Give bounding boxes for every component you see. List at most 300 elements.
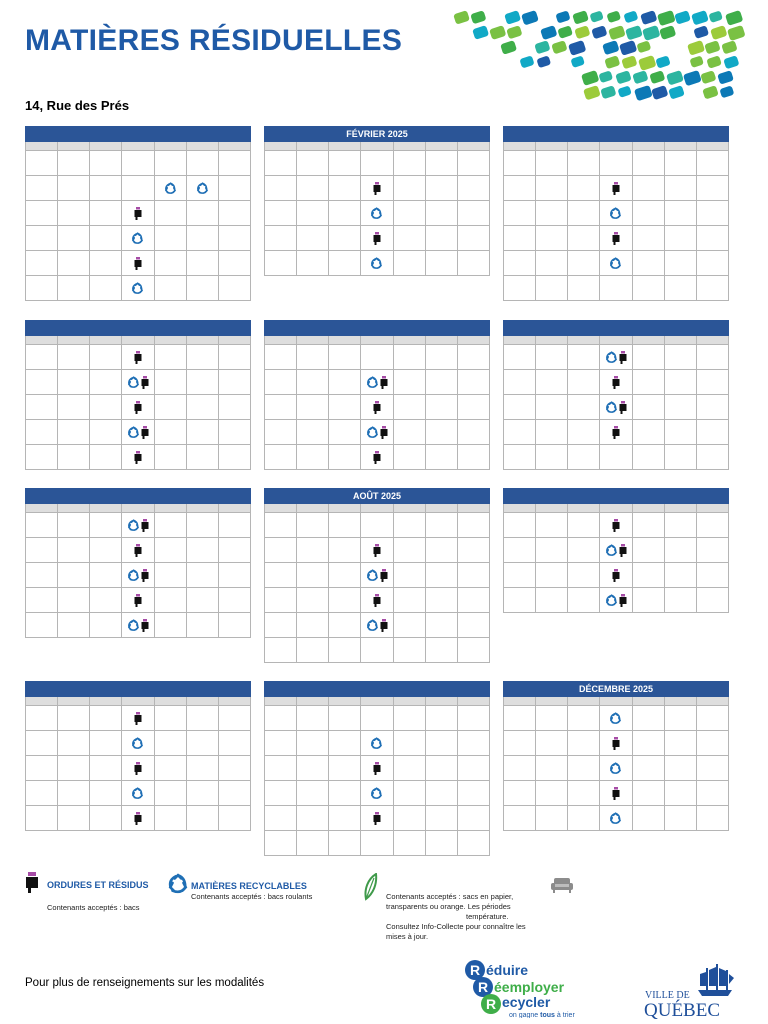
recycle-icon: [127, 519, 140, 532]
month-calendar: [264, 126, 490, 276]
week-row: [503, 420, 729, 445]
day-cell: [26, 420, 58, 445]
trash-icon: [380, 376, 388, 389]
day-cell: [536, 395, 568, 420]
day-cell: [90, 276, 122, 301]
weekday-header-cell: [426, 697, 458, 706]
weekday-header-cell: [26, 142, 58, 151]
svg-text:R: R: [477, 979, 489, 995]
day-cell: [665, 226, 697, 251]
day-cell: [458, 538, 490, 563]
weekday-header-cell: [458, 142, 490, 151]
day-cell: [90, 420, 122, 445]
weekday-header-cell: [665, 504, 697, 513]
recycle-icon: [609, 812, 622, 825]
weekday-header-row: [264, 336, 490, 345]
week-row: [25, 201, 251, 226]
day-cell: [219, 538, 251, 563]
mosaic-tile: [642, 25, 661, 41]
day-cell: [504, 251, 536, 276]
day-cell: [458, 806, 490, 831]
mosaic-tile: [568, 40, 586, 56]
day-cell: [122, 151, 154, 176]
trash-icon: [134, 257, 142, 270]
day-cell: [26, 395, 58, 420]
week-row: [503, 345, 729, 370]
day-cell: [458, 563, 490, 588]
day-cell: [187, 201, 219, 226]
month-header: AOÛT 2025: [264, 488, 490, 504]
day-cell: [58, 345, 90, 370]
week-row: [264, 638, 490, 663]
day-cell: [155, 756, 187, 781]
day-cell: [90, 395, 122, 420]
trash-icon: [612, 737, 620, 750]
week-row: [25, 151, 251, 176]
week-row: [25, 613, 251, 638]
day-cell: [458, 226, 490, 251]
mosaic-tile: [453, 10, 470, 25]
day-cell: [536, 176, 568, 201]
weekday-header-cell: [426, 142, 458, 151]
day-cell: [219, 420, 251, 445]
day-cell: [361, 176, 393, 201]
day-cell: [265, 151, 297, 176]
weekday-header-cell: [536, 504, 568, 513]
month-header: [25, 320, 251, 336]
weekday-header-cell: [297, 142, 329, 151]
day-cell: [568, 756, 600, 781]
day-cell: [568, 445, 600, 470]
trash-icon: [25, 872, 39, 894]
recycle-icon: [131, 282, 144, 295]
day-cell: [187, 276, 219, 301]
day-cell: [568, 731, 600, 756]
day-cell: [600, 588, 632, 613]
day-cell: [394, 513, 426, 538]
day-cell: [122, 756, 154, 781]
day-cell: [568, 345, 600, 370]
legend-trash-text: Contenants acceptés : bacs: [47, 903, 140, 912]
week-row: [264, 251, 490, 276]
day-cell: [265, 806, 297, 831]
week-row: [264, 226, 490, 251]
weekday-header-cell: [122, 697, 154, 706]
day-cell: [122, 706, 154, 731]
weekday-header-cell: [536, 336, 568, 345]
day-cell: [426, 226, 458, 251]
month-header: DÉCEMBRE 2025: [503, 681, 729, 697]
weekday-header-cell: [122, 336, 154, 345]
day-cell: [122, 806, 154, 831]
svg-text:QUÉBEC: QUÉBEC: [644, 1000, 720, 1020]
day-cell: [329, 420, 361, 445]
mosaic-tile: [717, 70, 734, 85]
day-cell: [90, 201, 122, 226]
recycle-icon: [605, 594, 618, 607]
day-cell: [297, 588, 329, 613]
day-cell: [155, 781, 187, 806]
weekday-header-row: [503, 504, 729, 513]
week-row: [264, 395, 490, 420]
day-cell: [504, 731, 536, 756]
weekday-header-cell: [26, 336, 58, 345]
mosaic-tile: [506, 25, 522, 39]
mosaic-tile: [604, 55, 620, 69]
day-cell: [426, 538, 458, 563]
day-cell: [394, 201, 426, 226]
legend-recycle-title: MATIÈRES RECYCLABLES: [191, 881, 307, 891]
day-cell: [697, 276, 729, 301]
weekday-header-cell: [58, 504, 90, 513]
week-row: [264, 756, 490, 781]
day-cell: [90, 781, 122, 806]
day-cell: [265, 176, 297, 201]
week-row: [264, 176, 490, 201]
day-cell: [504, 345, 536, 370]
day-cell: [122, 276, 154, 301]
day-cell: [361, 151, 393, 176]
day-cell: [90, 370, 122, 395]
month-calendar: [25, 126, 251, 301]
day-cell: [219, 176, 251, 201]
month-header: [503, 320, 729, 336]
day-cell: [633, 538, 665, 563]
recycle-icon: [366, 376, 379, 389]
day-cell: [90, 756, 122, 781]
day-cell: [458, 176, 490, 201]
mosaic-tile: [619, 40, 637, 56]
day-cell: [297, 638, 329, 663]
weekday-header-row: [503, 142, 729, 151]
trash-icon: [373, 762, 381, 775]
day-cell: [458, 588, 490, 613]
mosaic-tile: [602, 40, 620, 55]
day-cell: [329, 176, 361, 201]
day-cell: [426, 831, 458, 856]
day-cell: [297, 538, 329, 563]
mosaic-tile: [668, 85, 685, 99]
day-cell: [155, 588, 187, 613]
day-cell: [297, 420, 329, 445]
day-cell: [633, 513, 665, 538]
svg-text:ecycler: ecycler: [502, 994, 551, 1010]
day-cell: [187, 345, 219, 370]
weekday-header-cell: [155, 142, 187, 151]
day-cell: [219, 588, 251, 613]
month-calendar: [503, 681, 729, 831]
week-row: [264, 513, 490, 538]
week-row: [503, 251, 729, 276]
sofa-icon: [551, 877, 573, 893]
day-cell: [697, 706, 729, 731]
day-cell: [600, 538, 632, 563]
month-header: [503, 488, 729, 504]
day-cell: [58, 756, 90, 781]
day-cell: [187, 151, 219, 176]
day-cell: [122, 513, 154, 538]
month-header: [503, 126, 729, 142]
day-cell: [697, 226, 729, 251]
legend-bulky: [551, 877, 575, 898]
day-cell: [90, 613, 122, 638]
day-cell: [504, 781, 536, 806]
day-cell: [697, 756, 729, 781]
trash-icon: [134, 401, 142, 414]
day-cell: [26, 706, 58, 731]
weekday-header-cell: [90, 142, 122, 151]
recycle-icon: [609, 762, 622, 775]
mosaic-tile: [683, 70, 702, 86]
mosaic-tile: [625, 25, 643, 40]
week-row: [264, 345, 490, 370]
day-cell: [665, 538, 697, 563]
day-cell: [665, 345, 697, 370]
day-cell: [26, 201, 58, 226]
day-cell: [600, 706, 632, 731]
month-calendar: [264, 320, 490, 470]
day-cell: [426, 370, 458, 395]
day-cell: [697, 445, 729, 470]
mosaic-tile: [666, 70, 684, 85]
mosaic-tile: [700, 70, 716, 84]
day-cell: [26, 276, 58, 301]
day-cell: [329, 806, 361, 831]
day-cell: [26, 588, 58, 613]
mosaic-tile: [581, 70, 599, 86]
day-cell: [568, 706, 600, 731]
mosaic-tile: [657, 10, 676, 26]
weekday-header-cell: [568, 336, 600, 345]
day-cell: [122, 370, 154, 395]
mosaic-tile: [721, 40, 738, 54]
day-cell: [187, 445, 219, 470]
day-cell: [600, 276, 632, 301]
week-row: [25, 226, 251, 251]
day-cell: [155, 370, 187, 395]
day-cell: [536, 538, 568, 563]
month-header: [25, 681, 251, 697]
day-cell: [361, 831, 393, 856]
recycle-icon: [605, 351, 618, 364]
month-calendar: [25, 488, 251, 638]
week-row: [503, 201, 729, 226]
week-row: [25, 731, 251, 756]
weekday-header-cell: [600, 504, 632, 513]
weekday-header-cell: [219, 142, 251, 151]
weekday-header-cell: [187, 697, 219, 706]
weekday-header-cell: [600, 142, 632, 151]
weekday-header-cell: [504, 504, 536, 513]
mosaic-tile: [489, 25, 506, 40]
day-cell: [600, 420, 632, 445]
mosaic-tile: [608, 25, 626, 40]
day-cell: [58, 613, 90, 638]
month-calendar: [264, 488, 490, 663]
recycle-icon: [609, 257, 622, 270]
day-cell: [568, 513, 600, 538]
day-cell: [265, 588, 297, 613]
recycle-icon: [164, 182, 177, 195]
day-cell: [665, 445, 697, 470]
day-cell: [568, 251, 600, 276]
recycle-icon: [605, 401, 618, 414]
day-cell: [187, 613, 219, 638]
day-cell: [26, 806, 58, 831]
day-cell: [219, 706, 251, 731]
day-cell: [265, 613, 297, 638]
day-cell: [536, 201, 568, 226]
day-cell: [329, 613, 361, 638]
day-cell: [90, 588, 122, 613]
day-cell: [536, 226, 568, 251]
day-cell: [155, 613, 187, 638]
day-cell: [155, 201, 187, 226]
day-cell: [219, 756, 251, 781]
day-cell: [361, 638, 393, 663]
day-cell: [600, 445, 632, 470]
day-cell: [58, 731, 90, 756]
recycle-icon: [366, 619, 379, 632]
day-cell: [536, 151, 568, 176]
day-cell: [504, 370, 536, 395]
mosaic-tile: [572, 10, 589, 25]
day-cell: [536, 445, 568, 470]
month-calendar: [264, 681, 490, 856]
day-cell: [265, 251, 297, 276]
day-cell: [633, 370, 665, 395]
day-cell: [426, 151, 458, 176]
weekday-header-cell: [633, 142, 665, 151]
day-cell: [665, 395, 697, 420]
weekday-header-row: [264, 504, 490, 513]
mosaic-tile: [719, 85, 734, 98]
trash-icon: [373, 812, 381, 825]
day-cell: [394, 395, 426, 420]
day-cell: [297, 831, 329, 856]
weekday-header-cell: [155, 697, 187, 706]
day-cell: [58, 226, 90, 251]
weekday-header-cell: [219, 336, 251, 345]
day-cell: [458, 706, 490, 731]
day-cell: [265, 638, 297, 663]
day-cell: [58, 201, 90, 226]
weekday-header-cell: [697, 142, 729, 151]
mosaic-tile: [659, 25, 676, 40]
weekday-header-row: [25, 697, 251, 706]
day-cell: [536, 513, 568, 538]
weekday-header-cell: [90, 336, 122, 345]
day-cell: [697, 176, 729, 201]
day-cell: [536, 756, 568, 781]
day-cell: [394, 251, 426, 276]
mosaic-tile: [621, 55, 637, 69]
day-cell: [58, 538, 90, 563]
day-cell: [58, 781, 90, 806]
day-cell: [155, 731, 187, 756]
mosaic-tile: [598, 70, 613, 83]
day-cell: [697, 588, 729, 613]
day-cell: [633, 706, 665, 731]
weekday-header-cell: [394, 697, 426, 706]
day-cell: [697, 370, 729, 395]
weekday-header-cell: [536, 142, 568, 151]
day-cell: [504, 176, 536, 201]
day-cell: [665, 513, 697, 538]
mosaic-tile: [704, 40, 721, 54]
day-cell: [122, 251, 154, 276]
day-cell: [361, 731, 393, 756]
weekday-header-row: [25, 504, 251, 513]
day-cell: [426, 420, 458, 445]
svg-text:R: R: [469, 962, 481, 978]
day-cell: [697, 731, 729, 756]
mosaic-tile: [710, 25, 727, 40]
day-cell: [90, 563, 122, 588]
trash-icon: [141, 519, 149, 532]
mosaic-tile: [606, 10, 621, 23]
mosaic-tile: [638, 55, 657, 71]
day-cell: [122, 226, 154, 251]
trash-icon: [612, 426, 620, 439]
week-row: [503, 395, 729, 420]
week-row: [503, 731, 729, 756]
day-cell: [394, 613, 426, 638]
day-cell: [633, 781, 665, 806]
day-cell: [458, 251, 490, 276]
mosaic-tile: [693, 25, 709, 39]
month-calendar: [503, 126, 729, 301]
week-row: [503, 806, 729, 831]
day-cell: [329, 151, 361, 176]
day-cell: [58, 276, 90, 301]
day-cell: [600, 251, 632, 276]
day-cell: [697, 806, 729, 831]
trash-icon: [134, 351, 142, 364]
weekday-header-cell: [536, 697, 568, 706]
week-row: [25, 345, 251, 370]
trash-icon: [141, 619, 149, 632]
week-row: [25, 370, 251, 395]
month-header: [264, 320, 490, 336]
reduire-reemployer-recycler-logo: [463, 958, 593, 1018]
day-cell: [504, 588, 536, 613]
day-cell: [155, 176, 187, 201]
trash-icon: [134, 544, 142, 557]
weekday-header-cell: [187, 336, 219, 345]
day-cell: [536, 420, 568, 445]
day-cell: [536, 370, 568, 395]
day-cell: [187, 538, 219, 563]
week-row: [264, 420, 490, 445]
day-cell: [361, 251, 393, 276]
mosaic-tile: [634, 85, 653, 101]
day-cell: [665, 706, 697, 731]
mosaic-tile: [540, 25, 557, 40]
recycle-icon: [370, 257, 383, 270]
day-cell: [219, 513, 251, 538]
day-cell: [58, 588, 90, 613]
svg-text:éduire: éduire: [486, 962, 529, 978]
week-row: [264, 563, 490, 588]
day-cell: [633, 445, 665, 470]
day-cell: [458, 445, 490, 470]
mosaic-tile: [589, 10, 603, 22]
day-cell: [504, 201, 536, 226]
trash-icon: [619, 594, 627, 607]
day-cell: [504, 395, 536, 420]
day-cell: [58, 370, 90, 395]
